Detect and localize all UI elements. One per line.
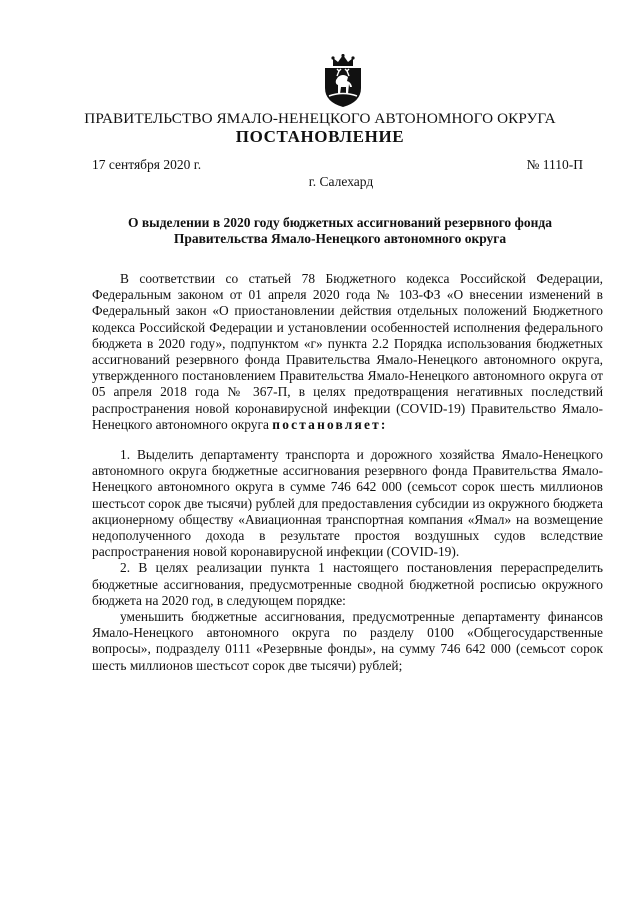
deer-shield-icon xyxy=(321,54,365,108)
item-paragraph: уменьшить бюджетные ассигнования, предусмотренные департаменту финансов Ямало-Ненецкого автономного округа по разделу 0100 «Общегосударственные вопросы», подразделу 0111 «Резервные фонды», на сумму 746 642 000 (семьсот сорок шесть миллионов шестьсот сорок две тысячи) рублей; xyxy=(92,609,603,673)
document-title: О выделении в 2020 году бюджетных ассигнований резервного фонда Правительства Ямало-Ненецкого автономного округа xyxy=(128,215,552,246)
coat-of-arms-emblem xyxy=(321,54,365,108)
document-type: ПОСТАНОВЛЕНИЕ xyxy=(235,127,405,146)
resolves-word: постановляет: xyxy=(272,416,388,432)
preamble-text: В соответствии со статьей 78 Бюджетного кодекса Российской Федерации, Федеральным законом от 01 апреля 2020 года № 103-ФЗ «О внесении изменений в Федеральный закон «О приостановлении действия отдельных положений Бюджетного кодекса Российской Федерации и установлении особенностей исполнения федерального бюджета в 2020 году», подпунктом «г» пункта 2.2 Порядка использования бюджетных ассигнований резервного фонда Правительства Ямало-Ненецкого автономного округа, утвержденного постановлением Правительства Ямало-Ненецкого автономного округа от 05 апреля 2018 года № 367-П, в целях предотвращения негативных последствий распространения новой коронавирусной инфекции (COVID-19) Правительство Ямало-Ненецкого автономного округа xyxy=(92,271,603,432)
item-paragraph: 2. В целях реализации пункта 1 настоящего постановления перераспределить бюджетные ассигнования, предусмотренные сводной бюджетной росписью окружного бюджета на 2020 год, в следующем порядке: xyxy=(92,560,603,608)
item-paragraph: 1. Выделить департаменту транспорта и дорожного хозяйства Ямало-Ненецкого автономного округа бюджетные ассигнования резервного фонда Правительства Ямало-Ненецкого автономного округа в сумме 746 642 000 (семьсот сорок шесть миллионов шестьсот сорок две тысячи) рублей для предоставления субсидии из окружного бюджета акционерному обществу «Авиационная транспортная компания «Ямал» на возмещение недополученного дохода в результате простоя воздушных судов вследствие распространения новой коронавирусной инфекции (COVID-19). xyxy=(92,447,603,560)
government-name: ПРАВИТЕЛЬСТВО ЯМАЛО-НЕНЕЦКОГО АВТОНОМНОГО ОКРУГА xyxy=(84,110,556,127)
preamble-paragraph xyxy=(92,271,603,433)
document-body xyxy=(92,271,603,674)
document-number: № 1110-П xyxy=(526,157,583,172)
document-city: г. Салехард xyxy=(308,174,374,189)
document-date: 17 сентября 2020 г. xyxy=(92,157,202,172)
